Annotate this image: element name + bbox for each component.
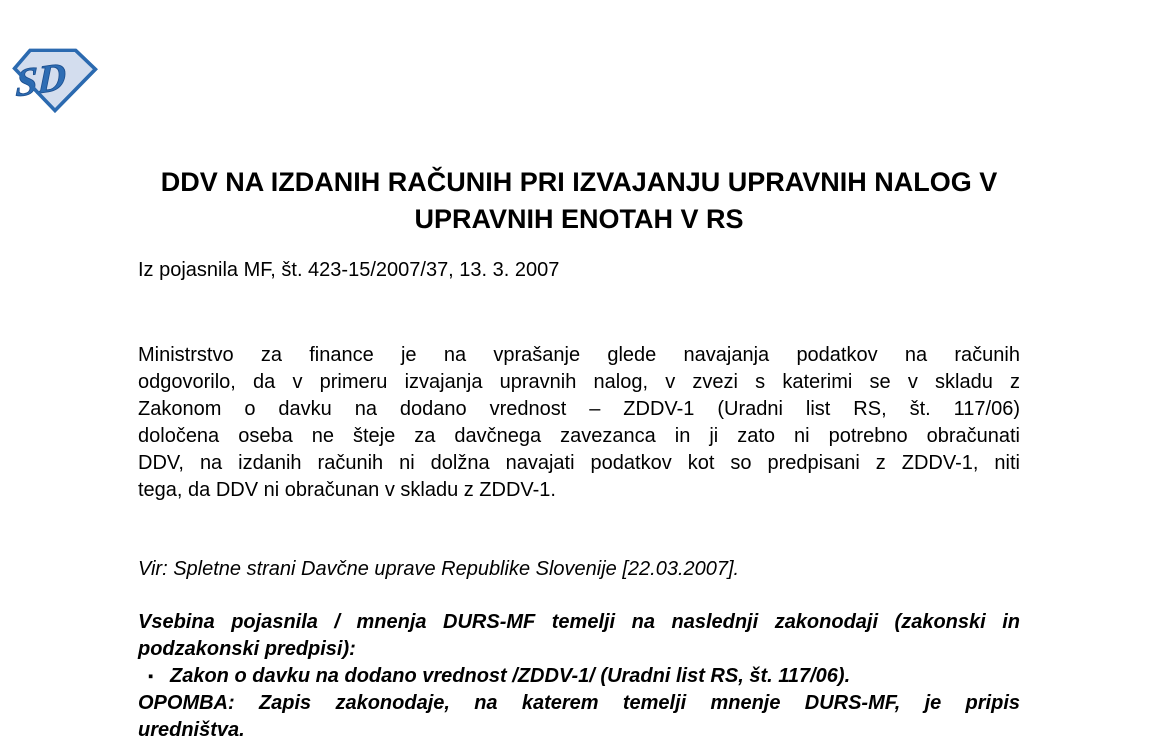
- square-bullet-icon: ▪: [148, 668, 154, 685]
- legal-basis-bullet-item: [138, 663, 1020, 690]
- main-paragraph: [138, 342, 1020, 504]
- body-line: tega, da DDV ni obračunan v skladu z ZDDV-1.: [138, 479, 556, 501]
- source-line: Vir: Spletne strani Davčne uprave Republike Slovenije [22.03.2007].: [138, 558, 740, 580]
- body-line: Ministrstvo za finance je na vprašanje glede navajanja podatkov na računih: [138, 344, 1020, 366]
- note-line: uredništva.: [138, 719, 245, 741]
- legal-basis-line: podzakonski predpisi):: [138, 638, 356, 660]
- title-line-1: DDV NA IZDANIH RAČUNIH PRI IZVAJANJU UPRAVNIH NALOG V: [160, 167, 998, 197]
- logo-letters: SD: [14, 53, 67, 106]
- reference-line: Iz pojasnila MF, št. 423-15/2007/37, 13. 3. 2007: [138, 259, 560, 281]
- body-line: DDV, na izdanih računih ni dolžna navajati podatkov kot so predpisani z ZDDV-1, niti: [138, 452, 1020, 474]
- legal-basis-line: Vsebina pojasnila / mnenja DURS-MF temelji na naslednji zakonodaji (zakonski in: [138, 611, 1020, 633]
- title-line-2: UPRAVNIH ENOTAH V RS: [414, 204, 744, 234]
- sd-diamond-icon: [12, 46, 98, 114]
- note-line: OPOMBA: Zapis zakonodaje, na katerem temelji mnenje DURS-MF, je pripis: [138, 692, 1020, 714]
- body-line: odgovorilo, da v primeru izvajanja upravnih nalog, v zvezi s katerimi se v skladu z: [138, 371, 1020, 393]
- bullet-item-text: Zakon o davku na dodano vrednost /ZDDV-1/ (Uradni list RS, št. 117/06).: [170, 665, 851, 687]
- legal-basis-intro: [138, 609, 1020, 663]
- sd-logo: [12, 46, 98, 114]
- editorial-note: [138, 690, 1020, 743]
- document-title: [138, 164, 1020, 238]
- body-line: določena oseba ne šteje za davčnega zavezanca in ji zato ni potrebno obračunati: [138, 425, 1020, 447]
- body-line: Zakonom o davku na dodano vrednost – ZDDV-1 (Uradni list RS, št. 117/06): [138, 398, 1020, 420]
